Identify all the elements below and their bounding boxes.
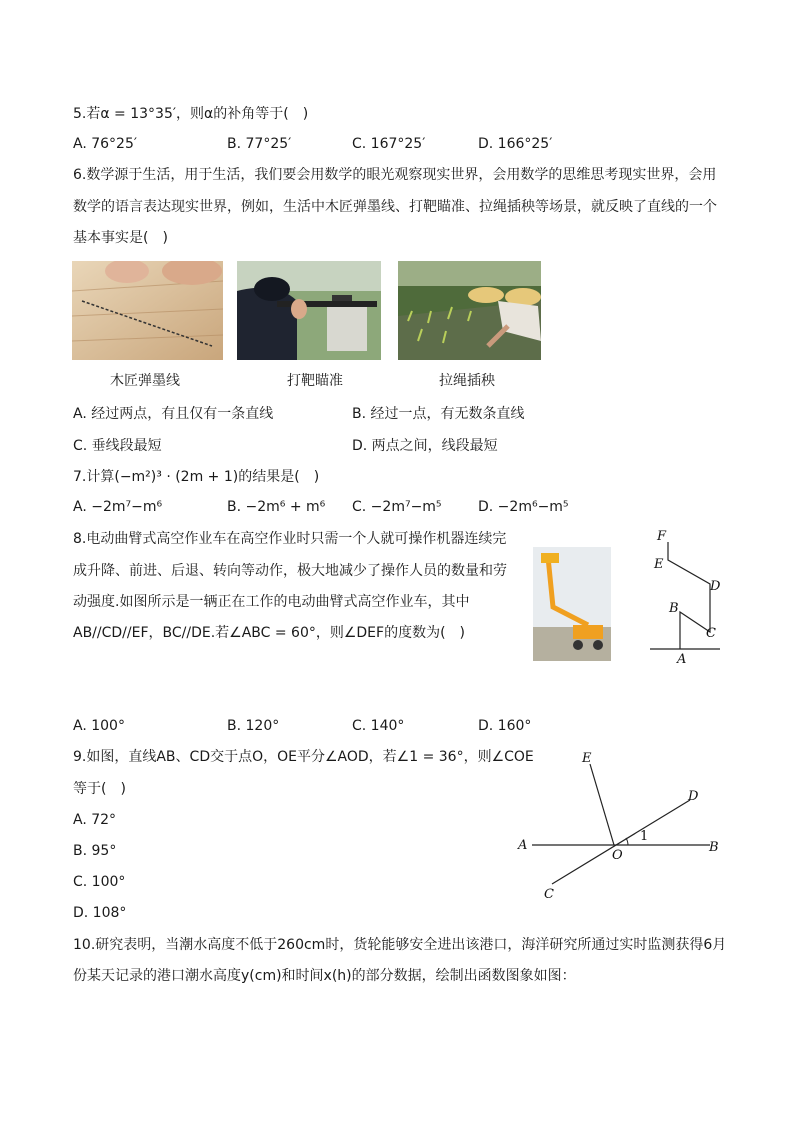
q9-label-d: D bbox=[688, 789, 699, 804]
q6-stem-line-1: 6.数学源于生活，用于生活，我们要会用数学的眼光观察现实世界，会用数学的思维思考现实世界，会用 bbox=[73, 167, 717, 183]
q8-option-d: D. 160° bbox=[478, 718, 532, 734]
q9-label-c: C bbox=[544, 887, 554, 902]
q9-stem-line-1: 9.如图，直线AB、CD交于点O，OE平分∠AOD，若∠1 = 36°，则∠COE bbox=[73, 749, 534, 765]
q5-option-c: C. 167°25′ bbox=[352, 136, 426, 152]
shooting-aim-photo bbox=[237, 261, 381, 360]
q8-label-c: C bbox=[706, 626, 716, 641]
q8-label-e: E bbox=[654, 557, 664, 572]
q6-option-a: A. 经过两点，有且仅有一条直线 bbox=[73, 406, 274, 422]
q9-label-e: E bbox=[582, 751, 592, 766]
q8-label-a: A bbox=[677, 652, 687, 667]
q7-option-b: B. −2m⁶ + m⁶ bbox=[227, 499, 326, 515]
q8-option-b: B. 120° bbox=[227, 718, 280, 734]
q9-label-a: A bbox=[518, 838, 528, 853]
q9-option-c: C. 100° bbox=[73, 874, 126, 890]
q8-label-f: F bbox=[657, 529, 667, 544]
q8-label-d: D bbox=[710, 579, 721, 594]
q9-stem-line-2: 等于( ) bbox=[73, 781, 126, 797]
q10-stem-line-1: 10.研究表明，当潮水高度不低于260cm时，货轮能够安全进出该港口，海洋研究所通过实时监测获得6月 bbox=[73, 937, 727, 953]
q9-geometry-figure bbox=[510, 748, 725, 903]
caption-shooting-aim: 打靶瞄准 bbox=[287, 373, 343, 389]
carpenter-chalk-line-photo bbox=[72, 261, 223, 360]
q9-option-a: A. 72° bbox=[73, 812, 117, 828]
q5-stem: 5.若α = 13°35′，则α的补角等于( ) bbox=[73, 106, 309, 122]
q8-geometry-figure bbox=[640, 524, 725, 669]
q6-stem-line-3: 基本事实是( ) bbox=[73, 230, 168, 246]
q8-option-a: A. 100° bbox=[73, 718, 125, 734]
q8-option-c: C. 140° bbox=[352, 718, 405, 734]
q7-option-c: C. −2m⁷−m⁵ bbox=[352, 499, 442, 515]
q8-stem-line-4: AB//CD//EF，BC//DE.若∠ABC = 60°，则∠DEF的度数为( ) bbox=[73, 625, 466, 641]
q6-stem-line-2: 数学的语言表达现实世界，例如，生活中木匠弹墨线、打靶瞄准、拉绳插秧等场景，就反映了直线的一个 bbox=[73, 199, 717, 215]
q9-label-b: B bbox=[709, 840, 719, 855]
q6-option-b: B. 经过一点，有无数条直线 bbox=[352, 406, 525, 422]
q5-option-b: B. 77°25′ bbox=[227, 136, 292, 152]
q5-option-a: A. 76°25′ bbox=[73, 136, 138, 152]
rice-transplanting-photo bbox=[398, 261, 541, 360]
q8-stem-line-2: 成升降、前进、后退、转向等动作，极大地减少了操作人员的数量和劳 bbox=[73, 563, 507, 579]
q9-label-o: O bbox=[612, 848, 623, 863]
q6-option-c: C. 垂线段最短 bbox=[73, 438, 162, 454]
q9-option-d: D. 108° bbox=[73, 905, 127, 921]
q7-stem: 7.计算(−m²)³ · (2m + 1)的结果是( ) bbox=[73, 469, 320, 485]
q9-label-angle-1: 1 bbox=[640, 829, 649, 844]
q8-stem-line-3: 动强度.如图所示是一辆正在工作的电动曲臂式高空作业车，其中 bbox=[73, 594, 470, 610]
q9-option-b: B. 95° bbox=[73, 843, 117, 859]
q8-stem-line-1: 8.电动曲臂式高空作业车在高空作业时只需一个人就可操作机器连续完 bbox=[73, 531, 507, 547]
caption-carpenter-chalk-line: 木匠弹墨线 bbox=[110, 373, 180, 389]
q5-option-d: D. 166°25′ bbox=[478, 136, 553, 152]
q8-label-b: B bbox=[669, 601, 679, 616]
q6-option-d: D. 两点之间，线段最短 bbox=[352, 438, 498, 454]
caption-rice-transplanting: 拉绳插秧 bbox=[439, 373, 495, 389]
q7-option-a: A. −2m⁷−m⁶ bbox=[73, 499, 163, 515]
q10-stem-line-2: 份某天记录的港口潮水高度y(cm)和时间x(h)的部分数据，绘制出函数图象如图： bbox=[73, 968, 576, 984]
aerial-work-vehicle-photo bbox=[533, 547, 611, 661]
q7-option-d: D. −2m⁶−m⁵ bbox=[478, 499, 569, 515]
